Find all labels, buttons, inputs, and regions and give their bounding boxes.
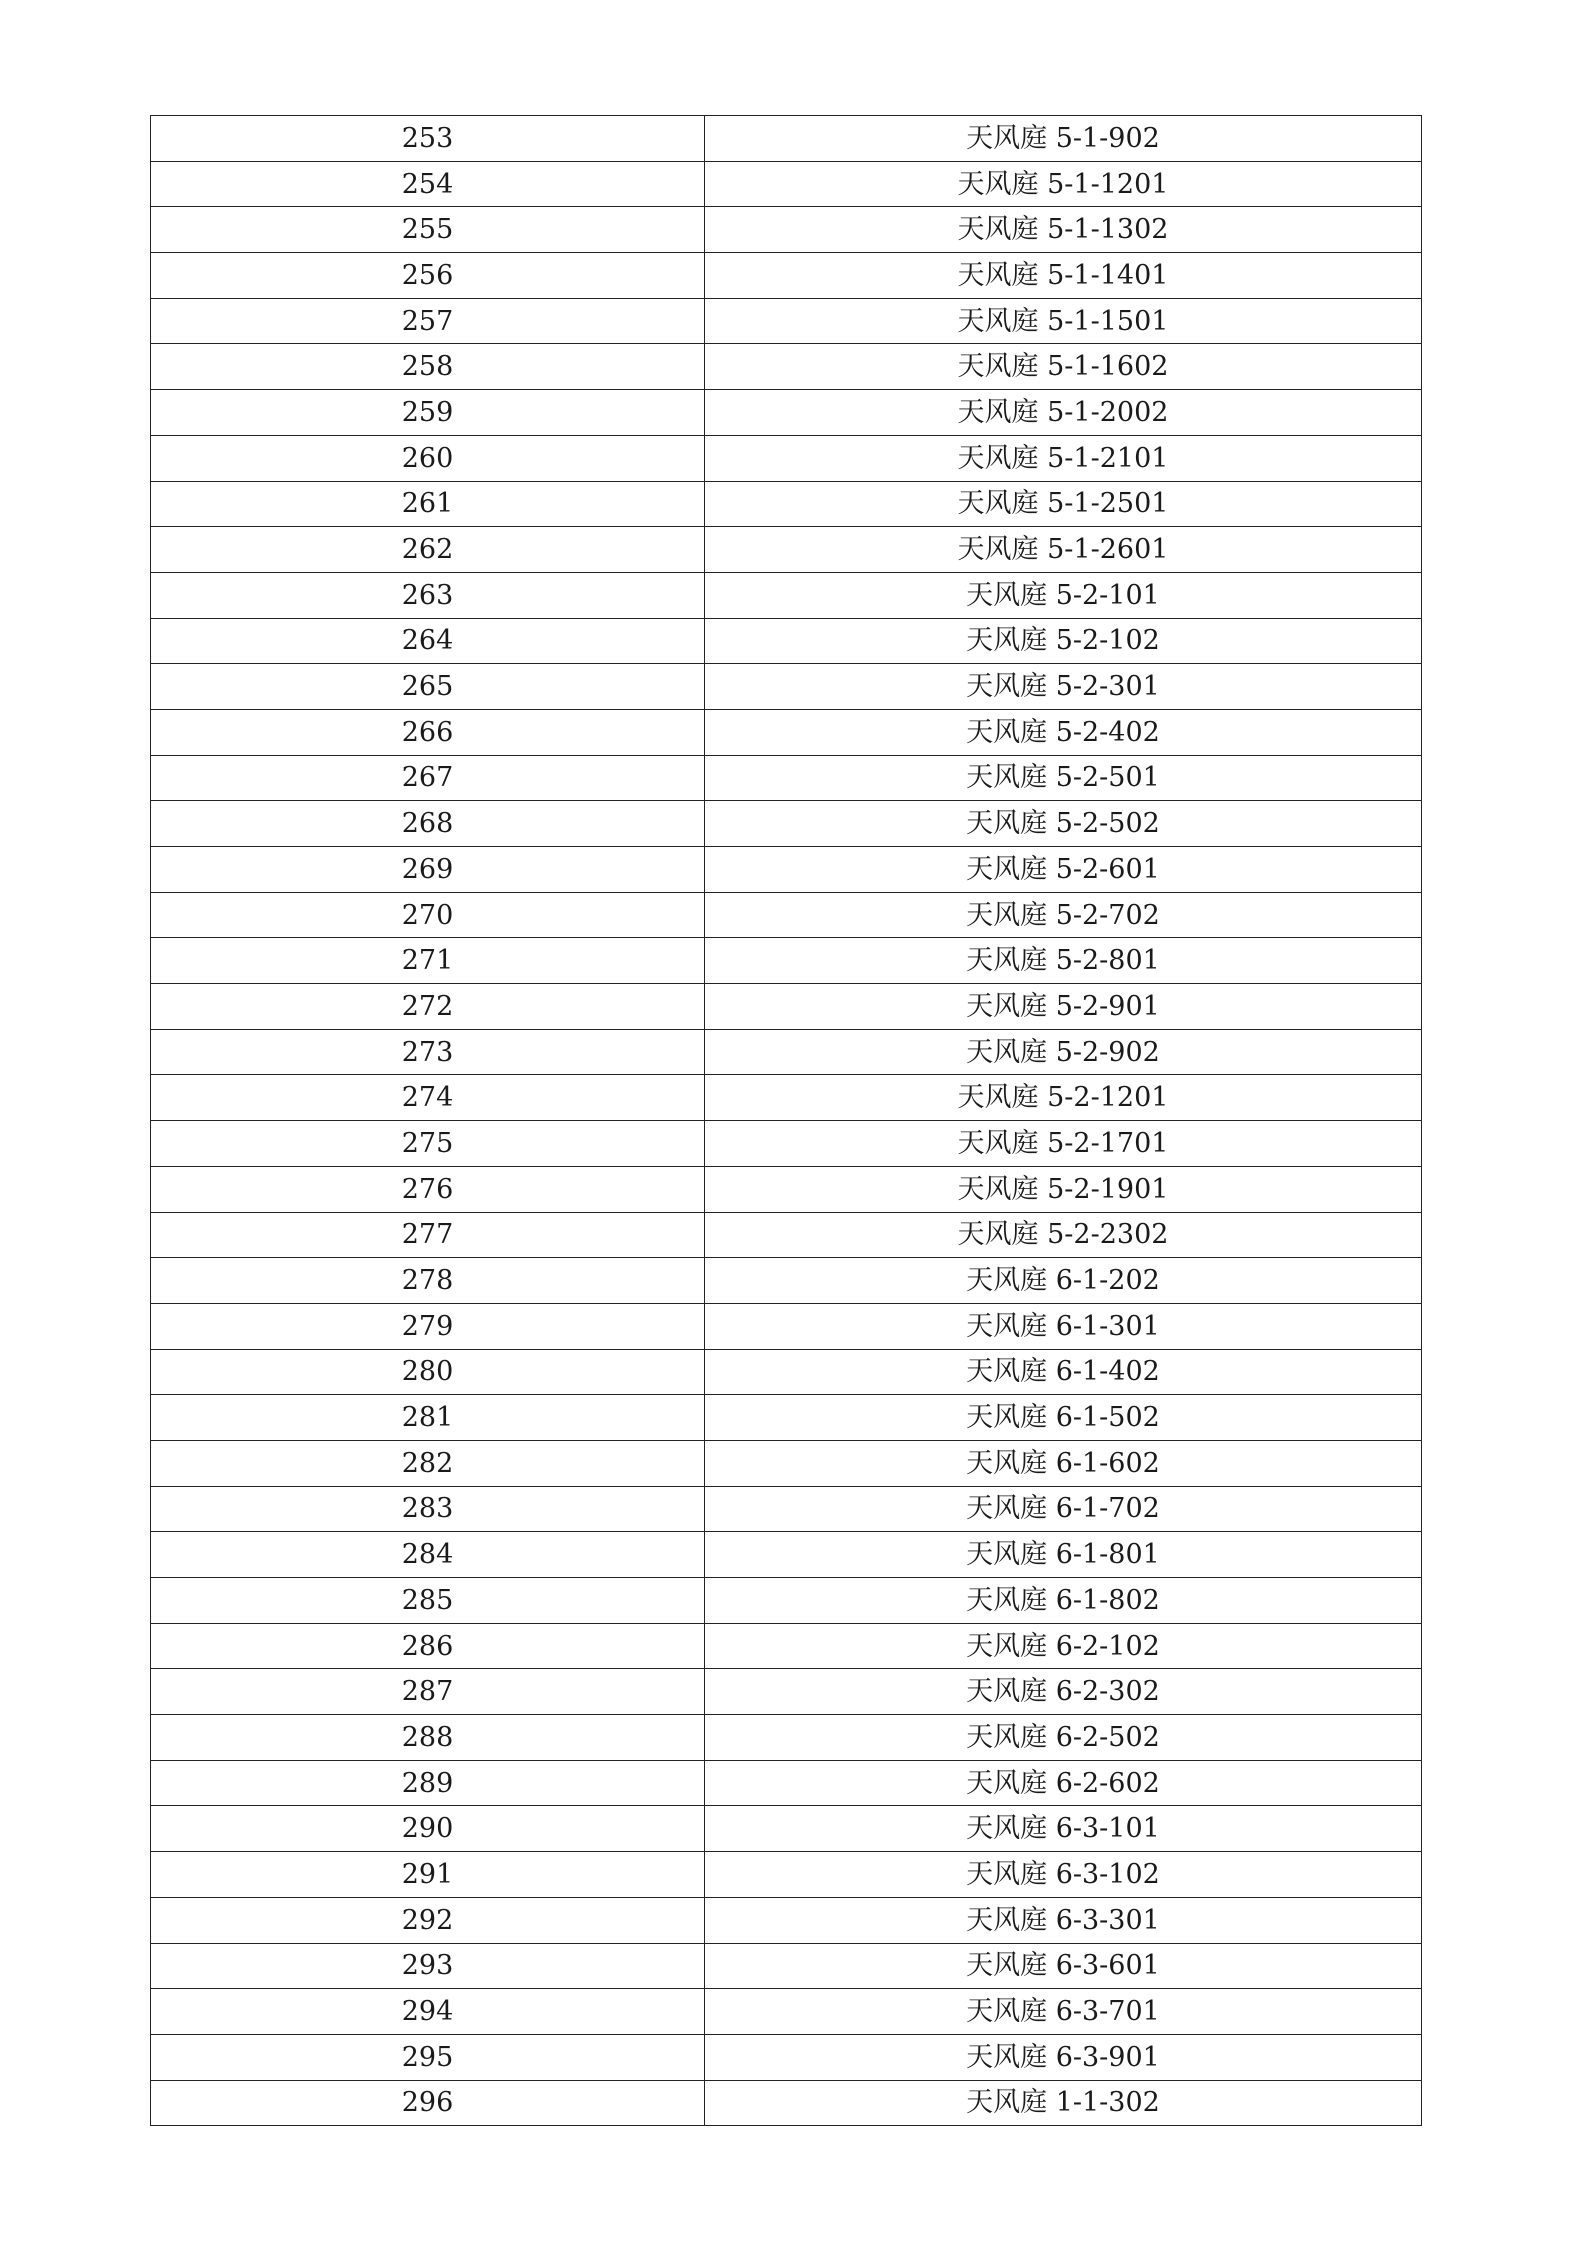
table-row — [151, 755, 1422, 801]
unit-address-cell: 天风庭 5-1-902 — [705, 116, 1422, 162]
unit-address-cell: 天风庭 6-3-701 — [705, 1989, 1422, 2035]
unit-address-cell: 天风庭 5-1-2101 — [705, 435, 1422, 481]
row-number-cell: 277 — [151, 1212, 705, 1258]
row-number-cell: 269 — [151, 847, 705, 893]
table-row — [151, 709, 1422, 755]
row-number-cell: 270 — [151, 892, 705, 938]
row-number-cell: 292 — [151, 1897, 705, 1943]
unit-address-cell: 天风庭 6-3-901 — [705, 2034, 1422, 2080]
table-row — [151, 984, 1422, 1030]
row-number-cell: 296 — [151, 2080, 705, 2126]
row-number-cell: 288 — [151, 1715, 705, 1761]
table-row — [151, 253, 1422, 299]
table-row — [151, 1029, 1422, 1075]
row-number-cell: 267 — [151, 755, 705, 801]
unit-address-cell: 天风庭 6-3-601 — [705, 1943, 1422, 1989]
unit-address-cell: 天风庭 5-1-2601 — [705, 527, 1422, 573]
unit-address-cell: 天风庭 5-1-1201 — [705, 161, 1422, 207]
table-row — [151, 1486, 1422, 1532]
table-row — [151, 1943, 1422, 1989]
unit-address-cell: 天风庭 5-2-601 — [705, 847, 1422, 893]
table-row — [151, 2080, 1422, 2126]
table-row — [151, 481, 1422, 527]
row-number-cell: 265 — [151, 664, 705, 710]
table-row — [151, 1395, 1422, 1441]
unit-address-cell: 天风庭 5-1-1302 — [705, 207, 1422, 253]
table-row — [151, 344, 1422, 390]
row-number-cell: 285 — [151, 1578, 705, 1624]
row-number-cell: 271 — [151, 938, 705, 984]
table-row — [151, 1349, 1422, 1395]
table-row — [151, 1258, 1422, 1304]
row-number-cell: 283 — [151, 1486, 705, 1532]
row-number-cell: 289 — [151, 1760, 705, 1806]
unit-address-cell: 天风庭 6-2-602 — [705, 1760, 1422, 1806]
table-row — [151, 1760, 1422, 1806]
unit-address-cell: 天风庭 5-2-902 — [705, 1029, 1422, 1075]
row-number-cell: 275 — [151, 1121, 705, 1167]
row-number-cell: 291 — [151, 1852, 705, 1898]
unit-address-cell: 天风庭 6-1-502 — [705, 1395, 1422, 1441]
unit-list-table — [150, 115, 1422, 2126]
row-number-cell: 293 — [151, 1943, 705, 1989]
unit-address-cell: 天风庭 1-1-302 — [705, 2080, 1422, 2126]
unit-address-cell: 天风庭 5-2-1701 — [705, 1121, 1422, 1167]
table-row — [151, 1578, 1422, 1624]
row-number-cell: 280 — [151, 1349, 705, 1395]
row-number-cell: 274 — [151, 1075, 705, 1121]
unit-address-cell: 天风庭 5-1-1602 — [705, 344, 1422, 390]
table-row — [151, 1669, 1422, 1715]
row-number-cell: 281 — [151, 1395, 705, 1441]
unit-address-cell: 天风庭 6-1-802 — [705, 1578, 1422, 1624]
row-number-cell: 256 — [151, 253, 705, 299]
unit-address-cell: 天风庭 5-2-501 — [705, 755, 1422, 801]
row-number-cell: 290 — [151, 1806, 705, 1852]
table-row — [151, 390, 1422, 436]
row-number-cell: 272 — [151, 984, 705, 1030]
table-row — [151, 1121, 1422, 1167]
row-number-cell: 258 — [151, 344, 705, 390]
table-row — [151, 435, 1422, 481]
row-number-cell: 279 — [151, 1303, 705, 1349]
table-row — [151, 1532, 1422, 1578]
unit-address-cell: 天风庭 5-2-101 — [705, 572, 1422, 618]
table-row — [151, 1303, 1422, 1349]
table-row — [151, 618, 1422, 664]
unit-address-cell: 天风庭 5-2-502 — [705, 801, 1422, 847]
table-row — [151, 1623, 1422, 1669]
unit-address-cell: 天风庭 5-2-702 — [705, 892, 1422, 938]
table-row — [151, 116, 1422, 162]
row-number-cell: 286 — [151, 1623, 705, 1669]
row-number-cell: 273 — [151, 1029, 705, 1075]
table-row — [151, 161, 1422, 207]
unit-address-cell: 天风庭 5-2-102 — [705, 618, 1422, 664]
unit-address-cell: 天风庭 5-2-1201 — [705, 1075, 1422, 1121]
unit-address-cell: 天风庭 5-2-901 — [705, 984, 1422, 1030]
unit-address-cell: 天风庭 6-1-702 — [705, 1486, 1422, 1532]
row-number-cell: 264 — [151, 618, 705, 664]
table-row — [151, 298, 1422, 344]
unit-address-cell: 天风庭 6-1-202 — [705, 1258, 1422, 1304]
unit-address-cell: 天风庭 6-1-301 — [705, 1303, 1422, 1349]
row-number-cell: 254 — [151, 161, 705, 207]
table-row — [151, 1806, 1422, 1852]
unit-address-cell: 天风庭 6-2-102 — [705, 1623, 1422, 1669]
table-row — [151, 1166, 1422, 1212]
unit-address-cell: 天风庭 5-2-2302 — [705, 1212, 1422, 1258]
table-row — [151, 2034, 1422, 2080]
table-row — [151, 572, 1422, 618]
table-row — [151, 801, 1422, 847]
table-body — [151, 116, 1422, 2126]
row-number-cell: 259 — [151, 390, 705, 436]
row-number-cell: 278 — [151, 1258, 705, 1304]
table-row — [151, 1989, 1422, 2035]
table-row — [151, 938, 1422, 984]
row-number-cell: 257 — [151, 298, 705, 344]
table-row — [151, 1075, 1422, 1121]
table-row — [151, 1715, 1422, 1761]
row-number-cell: 282 — [151, 1440, 705, 1486]
table-row — [151, 1440, 1422, 1486]
table-row — [151, 1897, 1422, 1943]
unit-address-cell: 天风庭 6-1-801 — [705, 1532, 1422, 1578]
row-number-cell: 255 — [151, 207, 705, 253]
unit-address-cell: 天风庭 5-1-1501 — [705, 298, 1422, 344]
row-number-cell: 253 — [151, 116, 705, 162]
unit-address-cell: 天风庭 5-2-301 — [705, 664, 1422, 710]
unit-address-cell: 天风庭 5-1-1401 — [705, 253, 1422, 299]
row-number-cell: 261 — [151, 481, 705, 527]
unit-list-table-container — [150, 115, 1421, 2126]
row-number-cell: 284 — [151, 1532, 705, 1578]
unit-address-cell: 天风庭 6-2-502 — [705, 1715, 1422, 1761]
unit-address-cell: 天风庭 5-2-402 — [705, 709, 1422, 755]
table-row — [151, 664, 1422, 710]
row-number-cell: 268 — [151, 801, 705, 847]
table-row — [151, 207, 1422, 253]
unit-address-cell: 天风庭 6-3-102 — [705, 1852, 1422, 1898]
row-number-cell: 263 — [151, 572, 705, 618]
table-row — [151, 1852, 1422, 1898]
row-number-cell: 276 — [151, 1166, 705, 1212]
table-row — [151, 892, 1422, 938]
unit-address-cell: 天风庭 5-1-2501 — [705, 481, 1422, 527]
unit-address-cell: 天风庭 6-3-101 — [705, 1806, 1422, 1852]
unit-address-cell: 天风庭 6-2-302 — [705, 1669, 1422, 1715]
unit-address-cell: 天风庭 6-1-602 — [705, 1440, 1422, 1486]
unit-address-cell: 天风庭 6-1-402 — [705, 1349, 1422, 1395]
row-number-cell: 260 — [151, 435, 705, 481]
row-number-cell: 262 — [151, 527, 705, 573]
unit-address-cell: 天风庭 6-3-301 — [705, 1897, 1422, 1943]
table-row — [151, 527, 1422, 573]
unit-address-cell: 天风庭 5-2-1901 — [705, 1166, 1422, 1212]
row-number-cell: 294 — [151, 1989, 705, 2035]
table-row — [151, 1212, 1422, 1258]
row-number-cell: 287 — [151, 1669, 705, 1715]
unit-address-cell: 天风庭 5-2-801 — [705, 938, 1422, 984]
table-row — [151, 847, 1422, 893]
row-number-cell: 295 — [151, 2034, 705, 2080]
row-number-cell: 266 — [151, 709, 705, 755]
unit-address-cell: 天风庭 5-1-2002 — [705, 390, 1422, 436]
